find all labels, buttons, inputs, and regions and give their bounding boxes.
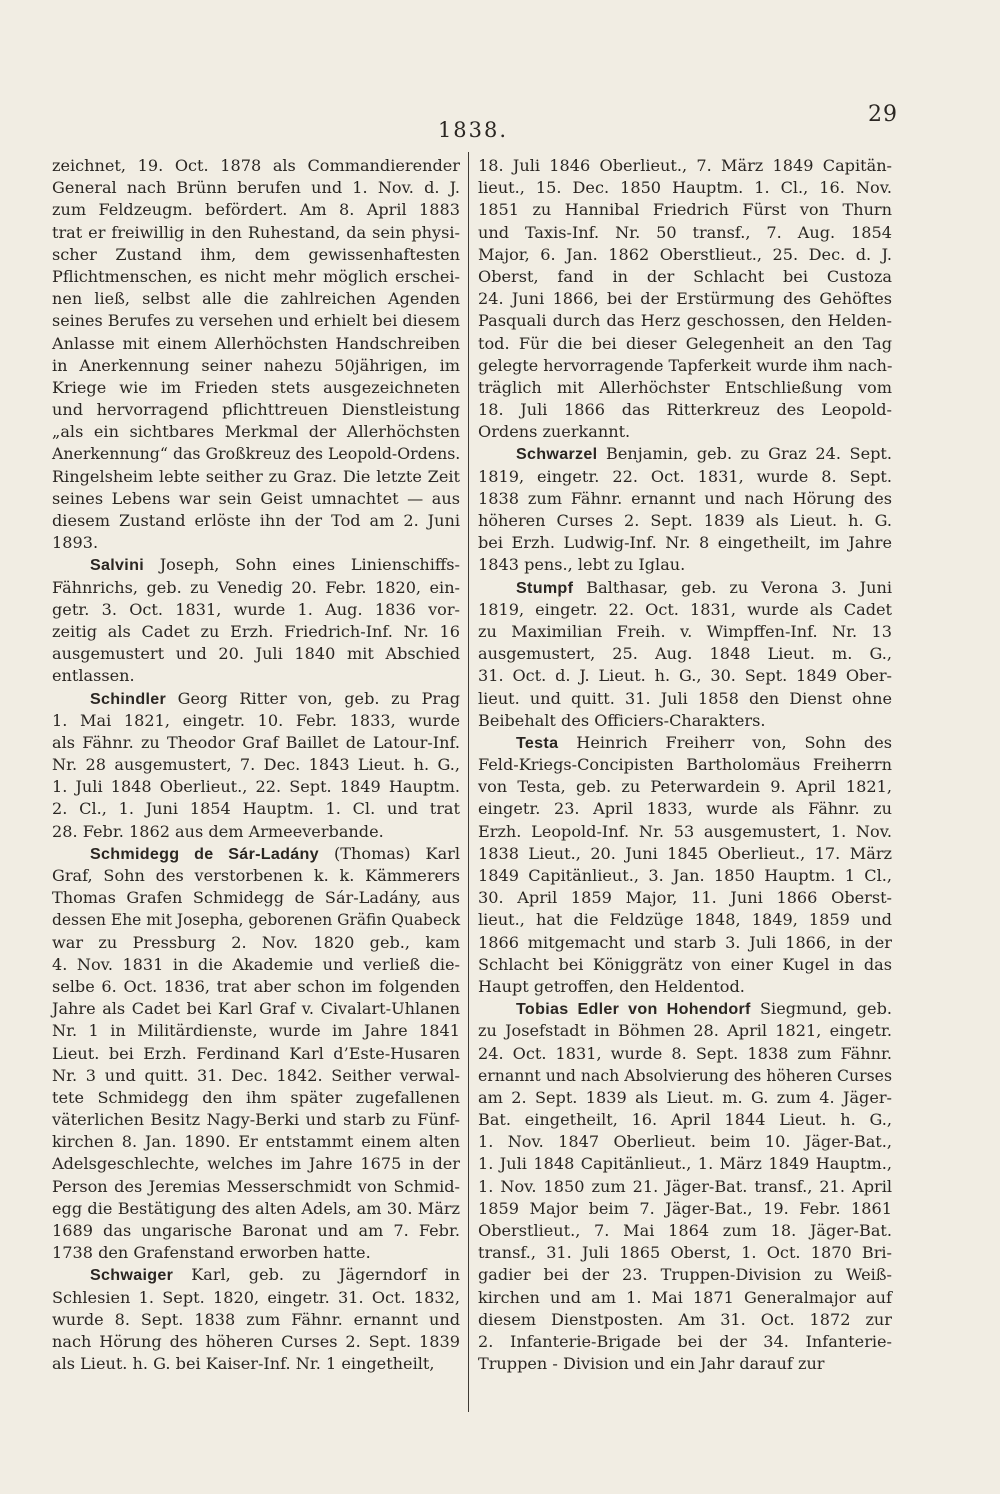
text-line <box>52 421 460 443</box>
line-text: gadier bei der 23. Truppen-Division zu Weiß- <box>478 1265 892 1285</box>
line-text: trat er freiwillig in den Ruhestand, da sein physi- <box>52 222 460 242</box>
text-line <box>52 199 460 221</box>
line-text: wurde 8. Sept. 1838 zum Fähnr. ernannt und <box>52 1309 460 1329</box>
text-line <box>478 399 892 421</box>
line-text: war zu Pressburg 2. Nov. 1820 geb., kam <box>52 932 460 952</box>
text-line <box>52 909 460 931</box>
line-text: 1843 pens., lebt zu Iglau. <box>478 555 686 575</box>
text-line <box>478 732 892 754</box>
entry-name: Testa <box>516 733 559 752</box>
biography-entry <box>52 843 460 1265</box>
text-line <box>478 909 892 931</box>
line-text: getr. 3. Oct. 1831, wurde 1. Aug. 1836 vor- <box>52 599 460 619</box>
text-line <box>52 1331 460 1353</box>
line-text: zeichnet, 19. Oct. 1878 als Commandierender <box>52 156 460 175</box>
text-line <box>478 798 892 820</box>
line-text: Anlasse mit einem Allerhöchsten Handschreiben <box>52 333 460 353</box>
text-line <box>52 643 460 665</box>
line-text: kirchen und am 1. Mai 1871 Generalmajor auf <box>478 1287 892 1307</box>
text-line <box>478 421 892 443</box>
text-line <box>478 554 892 576</box>
line-text: dessen Ehe mit Josepha, geborenen Gräfin Quabeck <box>52 911 461 930</box>
text-line <box>478 333 892 355</box>
line-text: in Anerkennung seiner nahezu 50jährigen, im <box>52 355 460 375</box>
entry-name: Stumpf <box>516 578 574 597</box>
text-line <box>52 665 460 687</box>
line-text: Haupt getroffen, den Heldentod. <box>478 976 745 996</box>
line-text: lieut., 15. Dec. 1850 Hauptm. 1. Cl., 16. Nov. <box>478 178 892 198</box>
line-text: ernannt und nach Absolvierung des höheren Curses <box>478 1065 892 1085</box>
line-text: Lieut. bei Erzh. Ferdinand Karl d’Este-Husaren <box>52 1043 460 1063</box>
column-divider <box>468 152 469 1412</box>
text-line <box>478 887 892 909</box>
text-line <box>52 1131 460 1153</box>
text-line <box>52 488 460 510</box>
text-line <box>52 932 460 954</box>
line-text: Schlesien 1. Sept. 1820, eingetr. 31. Oct. 1832, <box>52 1287 460 1307</box>
line-text: bei Erzh. Ludwig-Inf. Nr. 8 eingetheilt, im Jahre <box>478 533 892 553</box>
biography-entry <box>478 577 892 732</box>
text-line <box>52 1220 460 1242</box>
line-text: Georg Ritter von, geb. zu Prag <box>166 688 460 708</box>
line-text: Thomas Grafen Schmidegg de Sár-Ladány, aus <box>52 888 460 908</box>
line-text: zum Feldzeugm. befördert. Am 8. April 1883 <box>52 200 460 220</box>
text-line <box>52 710 460 732</box>
line-text: 4. Nov. 1831 in die Akademie und verließ die- <box>52 954 460 974</box>
biography-entry <box>478 732 892 998</box>
line-text: 31. Oct. d. J. Lieut. h. G., 30. Sept. 1849 Ober- <box>478 666 892 686</box>
line-text: Nr. 28 ausgemustert, 7. Dec. 1843 Lieut. h. G., <box>52 755 460 775</box>
line-text: seines Berufes zu versehen und erhielt bei diesem <box>52 311 460 331</box>
text-line <box>478 222 892 244</box>
entry-name: Tobias Edler von Hohendorf <box>516 1000 751 1019</box>
text-line <box>52 310 460 332</box>
line-text: zu Josefstadt in Böhmen 28. April 1821, eingetr. <box>478 1021 892 1041</box>
text-line <box>478 776 892 798</box>
text-line <box>478 998 892 1020</box>
text-line <box>478 1176 892 1198</box>
line-text: zeitig als Cadet zu Erzh. Friedrich-Inf. Nr. 16 <box>52 621 460 641</box>
text-line <box>478 177 892 199</box>
text-line <box>478 532 892 554</box>
line-text: 1. Nov. 1850 zum 21. Jäger-Bat. transf., 21. April <box>478 1176 892 1196</box>
text-line <box>52 266 460 288</box>
text-line <box>52 155 460 177</box>
text-line <box>478 1198 892 1220</box>
biography-entry <box>478 998 892 1375</box>
line-text: Bat. eingetheilt, 16. April 1844 Lieut. h. G., <box>478 1110 892 1130</box>
text-line <box>52 1264 460 1286</box>
entry-name: Schmidegg de Sár-Ladány <box>90 844 319 863</box>
line-text: 28. Febr. 1862 aus dem Armeeverbande. <box>52 821 384 841</box>
text-line <box>52 798 460 820</box>
line-text: Heinrich Freiherr von, Sohn des <box>558 732 892 752</box>
line-text: kirchen 8. Jan. 1890. Er entstammt einem alten <box>52 1132 460 1152</box>
line-text: 1. Juli 1848 Capitänlieut., 1. März 1849 Hauptm., <box>478 1154 892 1174</box>
text-line <box>478 1287 892 1309</box>
line-text: Balthasar, geb. zu Verona 3. Juni <box>573 577 892 597</box>
line-text: 2. Infanterie-Brigade bei der 34. Infanterie- <box>478 1331 892 1351</box>
text-line <box>52 1287 460 1309</box>
line-text: gelegte hervorragende Tapferkeit wurde ihm nach- <box>478 355 893 375</box>
line-text: Benjamin, geb. zu Graz 24. Sept. <box>597 444 892 464</box>
text-line <box>52 222 460 244</box>
line-text: von Testa, geb. zu Peterwardein 9. April 1821, <box>478 777 892 797</box>
text-line <box>52 843 460 865</box>
line-text: 1893. <box>52 533 99 553</box>
line-text: tete Schmidegg den ihm später zugefallenen <box>52 1087 460 1107</box>
line-text: 1. Mai 1821, eingetr. 10. Febr. 1833, wurde <box>52 710 460 730</box>
text-line <box>478 665 892 687</box>
text-line <box>52 621 460 643</box>
text-line <box>478 1153 892 1175</box>
text-line <box>478 1020 892 1042</box>
text-line <box>478 1242 892 1264</box>
text-line <box>52 1020 460 1042</box>
text-line <box>52 732 460 754</box>
text-line <box>478 577 892 599</box>
line-text: Ringelsheim lebte seither zu Graz. Die letzte Zeit <box>52 466 460 486</box>
text-line <box>52 377 460 399</box>
text-line <box>478 688 892 710</box>
biography-entry <box>52 688 460 843</box>
text-line <box>52 1087 460 1109</box>
entry-name: Schwarzel <box>516 445 598 464</box>
entry-name: Salvini <box>90 556 144 575</box>
line-text: träglich mit Allerhöchster Entschließung vom <box>478 377 892 397</box>
line-text: 1. Juli 1848 Oberlieut., 22. Sept. 1849 Hauptm. <box>52 777 460 797</box>
biography-entry <box>478 443 892 576</box>
text-line <box>478 288 892 310</box>
text-line <box>478 244 892 266</box>
line-text: 24. Oct. 1831, wurde 8. Sept. 1838 zum Fähnr. <box>478 1043 892 1063</box>
line-text: eingetr. 23. April 1833, wurde als Fähnr. zu <box>478 799 892 819</box>
entry-name: Schindler <box>90 689 167 708</box>
line-text: egg die Bestätigung des alten Adels, am 30. März <box>52 1198 460 1218</box>
text-line <box>478 1353 892 1375</box>
line-text: lieut., hat die Feldzüge 1848, 1849, 1859 und <box>478 910 892 930</box>
text-line <box>478 1220 892 1242</box>
line-text: 2. Cl., 1. Juni 1854 Hauptm. 1. Cl. und trat <box>52 799 460 819</box>
line-text: Kriege wie im Frieden stets ausgezeichneten <box>52 377 460 397</box>
line-text: 18. Juli 1846 Oberlieut., 7. März 1849 Capitän- <box>478 156 892 175</box>
text-line <box>52 865 460 887</box>
line-text: Oberstlieut., 7. Mai 1864 zum 18. Jäger-Bat. <box>478 1221 892 1240</box>
text-line <box>52 599 460 621</box>
text-line <box>52 1198 460 1220</box>
text-line <box>478 1043 892 1065</box>
line-text: Major, 6. Jan. 1862 Oberstlieut., 25. Dec. d. J. <box>478 244 892 264</box>
line-text: Siegmund, geb. <box>750 999 892 1019</box>
line-text: Erzh. Leopold-Inf. Nr. 53 ausgemustert, 1. Nov. <box>478 821 892 841</box>
line-text: Truppen - Division und ein Jahr darauf zur <box>478 1354 825 1374</box>
text-line <box>478 155 892 177</box>
line-text: entlassen. <box>52 666 135 686</box>
line-text: Ordens zuerkannt. <box>478 422 631 442</box>
line-text: Anerkennung“ das Großkreuz des Leopold-Ordens. <box>52 444 461 464</box>
line-text: 1. Nov. 1847 Oberlieut. beim 10. Jäger-Bat., <box>478 1132 892 1152</box>
text-line <box>52 776 460 798</box>
right-column <box>478 155 892 1375</box>
line-text: General nach Brünn berufen und 1. Nov. d. J. <box>52 178 460 198</box>
line-text: Pflichtmenschen, es nicht mehr möglich erschei- <box>52 266 460 286</box>
text-line <box>478 510 892 532</box>
line-text: „als ein sichtbares Merkmal der Allerhöchsten <box>52 422 460 442</box>
line-text: transf., 31. Juli 1865 Oberst, 1. Oct. 1870 Bri- <box>478 1243 892 1263</box>
line-text: Oberst, fand in der Schlacht bei Custoza <box>478 266 892 286</box>
line-text: 1859 Major beim 7. Jäger-Bat., 19. Febr. 1861 <box>478 1198 892 1218</box>
line-text: Nr. 3 und quitt. 31. Dec. 1842. Seither verwal- <box>52 1065 460 1085</box>
text-line <box>478 821 892 843</box>
text-line <box>52 443 460 465</box>
text-line <box>478 377 892 399</box>
text-line <box>478 710 892 732</box>
line-text: Graf, Sohn des verstorbenen k. k. Kämmerers <box>52 866 460 885</box>
line-text: und Taxis-Inf. Nr. 50 transf., 7. Aug. 1854 <box>478 222 892 242</box>
text-line <box>478 621 892 643</box>
text-line <box>478 643 892 665</box>
biography-entry <box>52 1264 460 1375</box>
text-line <box>52 333 460 355</box>
line-text: 1866 mitgemacht und starb 3. Juli 1866, in der <box>478 932 892 952</box>
line-text: (Thomas) Karl <box>318 843 461 863</box>
line-text: 1838 Lieut., 20. Juni 1845 Oberlieut., 17. März <box>478 843 892 863</box>
line-text: Beibehalt des Officiers-Charakters. <box>478 710 766 730</box>
text-line <box>52 244 460 266</box>
line-text: 30. April 1859 Major, 11. Juni 1866 Oberst- <box>478 888 892 908</box>
text-line <box>478 976 892 998</box>
line-text: Joseph, Sohn eines Linienschiffs- <box>143 555 460 575</box>
text-line <box>478 1264 892 1286</box>
line-text: 1819, eingetr. 22. Oct. 1831, wurde als Cadet <box>478 599 892 619</box>
text-line <box>478 443 892 465</box>
line-text: höheren Curses 2. Sept. 1839 als Lieut. h. G. <box>478 511 892 530</box>
text-line <box>52 1176 460 1198</box>
text-line <box>52 532 460 554</box>
line-text: 1851 zu Hannibal Friedrich Fürst von Thurn <box>478 200 892 220</box>
text-line <box>478 466 892 488</box>
line-text: nen ließ, selbst alle die zahlreichen Agenden <box>52 289 460 309</box>
text-line <box>478 1131 892 1153</box>
text-line <box>52 976 460 998</box>
line-text: 18. Juli 1866 das Ritterkreuz des Leopold- <box>478 400 892 420</box>
left-column <box>52 155 460 1375</box>
text-line <box>478 488 892 510</box>
line-text: als Lieut. h. G. bei Kaiser-Inf. Nr. 1 eingetheilt, <box>52 1354 435 1374</box>
text-line <box>52 821 460 843</box>
text-line <box>478 266 892 288</box>
line-text: Adelsgeschlechte, welches im Jahre 1675 in der <box>52 1154 460 1174</box>
line-text: seines Lebens war sein Geist umnachtet — aus <box>52 488 460 508</box>
text-line <box>478 1309 892 1331</box>
text-line <box>478 310 892 332</box>
line-text: 1849 Capitänlieut., 3. Jan. 1850 Hauptm. 1 Cl., <box>478 866 892 885</box>
line-text: Nr. 1 in Militärdienste, wurde im Jahre 1841 <box>52 1021 460 1041</box>
line-text: ausgemustert und 20. Juli 1840 mit Abschied <box>52 644 460 664</box>
text-line <box>52 554 460 576</box>
continued-paragraph <box>52 155 460 554</box>
text-line <box>478 1065 892 1087</box>
line-text: 1738 den Grafenstand erworben hatte. <box>52 1243 371 1263</box>
text-line <box>478 599 892 621</box>
text-line <box>478 954 892 976</box>
line-text: tod. Für die bei dieser Gelegenheit an den Tag <box>478 333 892 353</box>
line-text: scher Zustand ihm, dem gewissenhaftesten <box>52 244 460 264</box>
text-line <box>52 954 460 976</box>
line-text: Karl, geb. zu Jägerndorf in <box>173 1265 460 1285</box>
text-line <box>478 1109 892 1131</box>
biography-entry <box>52 554 460 687</box>
line-text: Schlacht bei Königgrätz von einer Kugel in das <box>478 954 892 974</box>
line-text: Feld-Kriegs-Concipisten Bartholomäus Freiherrn <box>478 755 892 775</box>
text-line <box>52 1065 460 1087</box>
line-text: Fähnrichs, geb. zu Venedig 20. Febr. 1820, ein- <box>52 577 460 597</box>
line-text: Person des Jeremias Messerschmidt von Schmid- <box>52 1176 460 1196</box>
text-line <box>52 688 460 710</box>
line-text: und hervorragend pflichttreuen Dienstleistung <box>52 400 460 420</box>
continued-paragraph <box>478 155 892 443</box>
text-line <box>478 865 892 887</box>
line-text: Jahre als Cadet bei Karl Graf v. Civalart-Uhlanen <box>52 999 460 1019</box>
line-text: ausgemustert, 25. Aug. 1848 Lieut. m. G., <box>478 644 892 664</box>
year-header: 1838. <box>437 118 509 142</box>
line-text: 24. Juni 1866, bei der Erstürmung des Gehöftes <box>478 289 892 309</box>
line-text: lieut. und quitt. 31. Juli 1858 den Dienst ohne <box>478 688 892 708</box>
text-line <box>478 1087 892 1109</box>
text-line <box>478 1331 892 1353</box>
page-number: 29 <box>868 102 898 127</box>
line-text: 1819, eingetr. 22. Oct. 1831, wurde 8. Sept. <box>478 466 892 486</box>
text-line <box>478 199 892 221</box>
text-line <box>52 577 460 599</box>
text-line <box>52 355 460 377</box>
line-text: zu Maximilian Freih. v. Wimpffen-Inf. Nr. 13 <box>478 621 892 641</box>
text-line <box>478 932 892 954</box>
text-line <box>52 177 460 199</box>
line-text: nach Hörung des höheren Curses 2. Sept. 1839 <box>52 1331 460 1351</box>
text-line <box>52 1353 460 1375</box>
line-text: 1689 das ungarische Baronat und am 7. Febr. <box>52 1221 460 1240</box>
text-line <box>52 1309 460 1331</box>
line-text: als Fähnr. zu Theodor Graf Baillet de Latour-Inf. <box>52 732 460 752</box>
line-text: 1838 zum Fähnr. ernannt und nach Hörung des <box>478 488 892 508</box>
line-text: diesem Zustand erlöste ihn der Tod am 2. Juni <box>52 511 460 530</box>
text-line <box>52 399 460 421</box>
line-text: selbe 6. Oct. 1836, trat aber schon im folgenden <box>52 976 460 996</box>
text-line <box>52 466 460 488</box>
line-text: väterlichen Besitz Nagy-Berki und starb zu Fünf- <box>52 1110 460 1130</box>
text-line <box>52 1242 460 1264</box>
line-text: am 2. Sept. 1839 als Lieut. m. G. zum 4. Jäger- <box>478 1087 892 1107</box>
text-line <box>52 1153 460 1175</box>
text-line <box>478 754 892 776</box>
text-line <box>52 887 460 909</box>
line-text: diesem Dienstposten. Am 31. Oct. 1872 zur <box>478 1309 892 1329</box>
text-line <box>478 843 892 865</box>
text-line <box>52 510 460 532</box>
text-line <box>52 1109 460 1131</box>
text-line <box>52 998 460 1020</box>
text-line <box>52 754 460 776</box>
text-line <box>52 1043 460 1065</box>
entry-name: Schwaiger <box>90 1266 174 1285</box>
text-line <box>478 355 892 377</box>
line-text: Pasquali durch das Herz geschossen, den Helden- <box>478 311 892 331</box>
text-line <box>52 288 460 310</box>
